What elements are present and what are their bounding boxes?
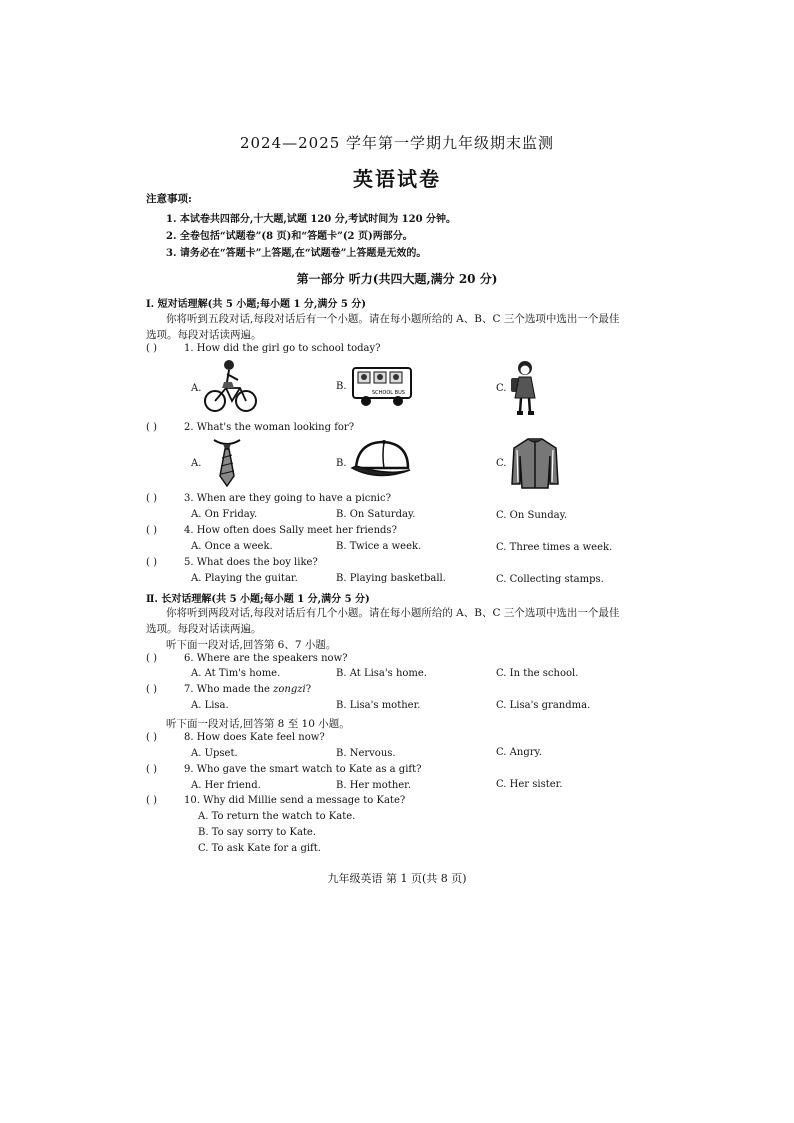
girl-riding-bicycle-icon <box>202 358 258 414</box>
question-1 <box>146 343 381 354</box>
question-text: 3. When are they going to have a picnic? <box>184 493 391 504</box>
jacket-icon <box>510 436 560 490</box>
option-c[interactable]: C. Collecting stamps. <box>496 574 604 585</box>
question-text-italic: zongzi <box>273 684 306 695</box>
question-5 <box>146 557 318 568</box>
option-c[interactable]: C. Lisa's grandma. <box>496 700 591 711</box>
bus-text: SCHOOL BUS <box>372 390 405 396</box>
dialog1-instruction: 听下面一段对话,回答第 6、7 小题。 <box>166 639 337 651</box>
part1-title: 第一部分 听力(共四大题,满分 20 分) <box>296 272 498 286</box>
option-b-label: B. <box>336 458 347 469</box>
section1-title: Ⅰ. 短对话理解(共 5 小题;每小题 1 分,满分 5 分) <box>146 299 367 310</box>
question-text-end: ? <box>305 684 312 695</box>
notice-item-3: 3. 请务必在“答题卡”上答题,在“试题卷”上答题是无效的。 <box>166 248 427 259</box>
cap-icon <box>348 438 414 486</box>
section2-title: Ⅱ. 长对话理解(共 5 小题;每小题 1 分,满分 5 分) <box>146 594 370 605</box>
answer-blank[interactable]: ( ) <box>146 493 157 504</box>
option-c-label: C. <box>496 458 507 469</box>
question-2 <box>146 422 354 433</box>
option-a[interactable]: A. Playing the guitar. <box>191 573 298 584</box>
school-bus-icon <box>350 364 416 410</box>
option-c[interactable]: C. Her sister. <box>496 779 563 790</box>
question-9 <box>146 764 421 775</box>
question-text: 6. Where are the speakers now? <box>184 653 348 664</box>
option-a[interactable]: A. Lisa. <box>191 700 229 711</box>
option-b[interactable]: B. Her mother. <box>336 780 412 791</box>
option-b[interactable]: B. Nervous. <box>336 748 396 759</box>
option-c[interactable]: C. Angry. <box>496 747 542 758</box>
option-a[interactable]: A. Once a week. <box>191 541 273 552</box>
option-b[interactable]: B. Lisa's mother. <box>336 700 421 711</box>
option-c[interactable]: C. In the school. <box>496 668 579 679</box>
answer-blank[interactable]: ( ) <box>146 732 157 743</box>
exam-title: 2024—2025 学年第一学期九年级期末监测 <box>239 134 555 152</box>
dialog2-instruction: 听下面一段对话,回答第 8 至 10 小题。 <box>166 718 350 730</box>
question-text: 9. Who gave the smart watch to Kate as a gift? <box>184 764 422 775</box>
answer-blank[interactable]: ( ) <box>146 764 157 775</box>
question-10 <box>146 795 405 806</box>
option-b[interactable]: B. At Lisa's home. <box>336 668 427 679</box>
question-text: 5. What does the boy like? <box>184 557 318 568</box>
option-c[interactable]: C. Three times a week. <box>496 542 613 553</box>
question-text: 10. Why did Millie send a message to Kate? <box>184 795 406 806</box>
option-b[interactable]: B. On Saturday. <box>336 509 416 520</box>
question-text: 8. How does Kate feel now? <box>184 732 325 743</box>
option-b[interactable]: B. Playing basketball. <box>336 573 446 584</box>
option-c-label: C. <box>496 383 507 394</box>
question-text: 2. What's the woman looking for? <box>184 422 355 433</box>
answer-blank[interactable]: ( ) <box>146 343 157 354</box>
section2-instruction-line2: 选项。每段对话读两遍。 <box>146 623 262 635</box>
option-a-label: A. <box>191 383 202 394</box>
option-c[interactable]: C. On Sunday. <box>496 510 568 521</box>
option-a[interactable]: A. Her friend. <box>191 780 261 791</box>
question-6 <box>146 653 348 664</box>
answer-blank[interactable]: ( ) <box>146 795 157 806</box>
question-text: 1. How did the girl go to school today? <box>184 343 381 354</box>
section1-instruction-line2: 选项。每段对话读两遍。 <box>146 329 262 341</box>
option-a[interactable]: A. Upset. <box>191 748 238 759</box>
notice-item-2: 2. 全卷包括“试题卷”(8 页)和“答题卡”(2 页)两部分。 <box>166 231 413 242</box>
notice-heading: 注意事项: <box>146 193 192 205</box>
answer-blank[interactable]: ( ) <box>146 653 157 664</box>
tie-icon <box>212 436 242 488</box>
option-a[interactable]: A. To return the watch to Kate. <box>198 811 356 822</box>
option-c[interactable]: C. To ask Kate for a gift. <box>198 843 321 854</box>
question-3 <box>146 493 391 504</box>
answer-blank[interactable]: ( ) <box>146 525 157 536</box>
question-text: 7. Who made the <box>184 684 274 695</box>
question-8 <box>146 732 325 743</box>
question-7 <box>146 684 311 695</box>
option-a-label: A. <box>191 458 202 469</box>
option-b[interactable]: B. Twice a week. <box>336 541 422 552</box>
question-text: 4. How often does Sally meet her friends? <box>184 525 397 536</box>
option-b[interactable]: B. To say sorry to Kate. <box>198 827 317 838</box>
page-footer: 九年级英语 第 1 页(共 8 页) <box>327 872 467 885</box>
section2-instruction-line1: 你将听到两段对话,每段对话后有几个小题。请在每小题所给的 A、B、C 三个选项中选出一个最佳 <box>166 607 620 619</box>
answer-blank[interactable]: ( ) <box>146 422 157 433</box>
option-a[interactable]: A. On Friday. <box>191 509 258 520</box>
option-b-label: B. <box>336 381 347 392</box>
girl-walking-icon <box>507 358 543 418</box>
answer-blank[interactable]: ( ) <box>146 684 157 695</box>
notice-item-1: 1. 本试卷共四部分,十大题,试题 120 分,考试时间为 120 分钟。 <box>166 214 457 225</box>
question-4 <box>146 525 397 536</box>
option-a[interactable]: A. At Tim's home. <box>191 668 281 679</box>
exam-subtitle: 英语试卷 <box>353 167 441 191</box>
section1-instruction-line1: 你将听到五段对话,每段对话后有一个小题。请在每小题所给的 A、B、C 三个选项中选出一个最佳 <box>166 313 620 325</box>
answer-blank[interactable]: ( ) <box>146 557 157 568</box>
